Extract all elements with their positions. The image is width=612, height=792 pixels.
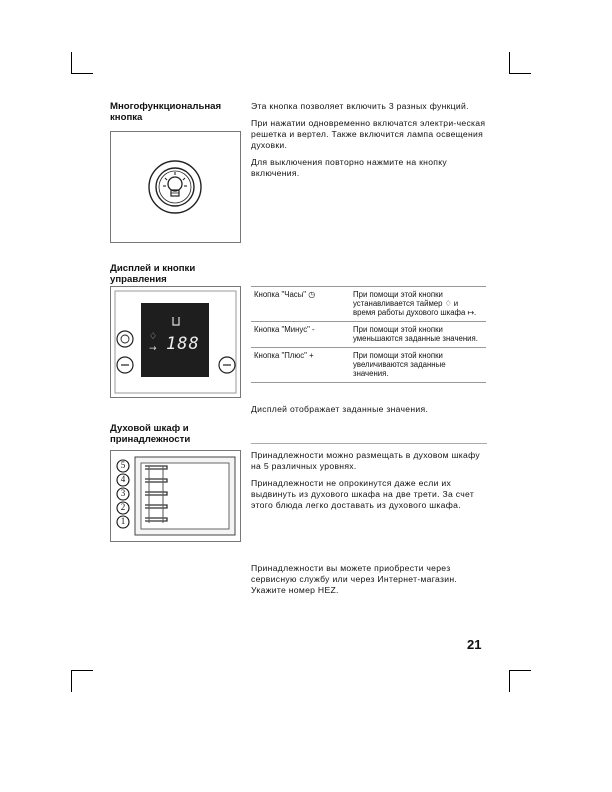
display-note: Дисплей отображает заданные значения.	[251, 404, 429, 414]
level-label: 2	[120, 502, 126, 512]
display-controls-heading: Дисплей и кнопки управления	[110, 263, 196, 285]
control-button-desc: При помощи этой кнопки устанавливается таймер ♢ и время работы духового шкафа ↦.	[350, 287, 486, 322]
purchase-note: Принадлежности вы можете приобрести через сервисную службу или через Интернет-магазин. Укажите номер HEZ.	[251, 563, 458, 595]
clock-button-icon	[117, 331, 133, 347]
table-row	[251, 348, 486, 383]
level-label: 3	[120, 488, 126, 498]
svg-text:→: →	[149, 344, 157, 354]
oven-racks-drawing	[111, 451, 240, 541]
page-number: 21	[467, 637, 482, 652]
paragraph: При нажатии одновременно включатся электри-ческая решетка и вертел. Также включится лампа освещения духовки.	[251, 118, 486, 150]
paragraph: Принадлежности можно размещать в духовом шкафу на 5 различных уровнях.	[251, 450, 480, 471]
multifunction-button-text	[251, 101, 487, 185]
multifunction-button-heading: Многофункциональная кнопка	[110, 101, 222, 123]
control-button-name: Кнопка "Минус" -	[251, 322, 350, 348]
control-button-desc: При помощи этой кнопки увеличиваются заданные значения.	[350, 348, 486, 383]
crop-mark-top-right-h	[509, 73, 531, 74]
table-row	[251, 322, 486, 348]
table-row	[251, 287, 486, 322]
oven-accessories-text	[251, 450, 487, 517]
display-digits: 188	[166, 334, 200, 354]
oven-levels-illustration	[110, 450, 241, 542]
controls-table	[251, 286, 486, 383]
level-label: 5	[120, 460, 126, 470]
section-divider	[251, 443, 487, 444]
paragraph: Для выключения повторно нажмите на кнопку включения.	[251, 157, 448, 178]
paragraph: Принадлежности не опрокинутся даже если их выдвинуть из духового шкафа на две трети. За счет этого блюда легко доставать из духового шкафа.	[251, 478, 475, 510]
crop-mark-top-right-v	[509, 52, 510, 74]
level-label: 1	[120, 516, 126, 526]
crop-mark-top-left-h	[71, 73, 93, 74]
paragraph: Эта кнопка позволяет включить 3 разных функций.	[251, 101, 469, 111]
crop-mark-bottom-right-v	[509, 670, 510, 692]
control-button-name: Кнопка "Плюс" +	[251, 348, 350, 383]
light-bulb-knob-icon	[111, 132, 240, 242]
crop-mark-bottom-left-v	[71, 670, 72, 692]
multifunction-button-illustration	[110, 131, 241, 243]
control-panel-illustration	[110, 286, 241, 398]
crop-mark-bottom-right-h	[509, 670, 531, 671]
control-button-desc: При помощи этой кнопки уменьшаются заданные значения.	[350, 322, 486, 348]
level-label: 4	[120, 474, 126, 484]
crop-mark-bottom-left-h	[71, 670, 93, 671]
crop-mark-top-left-v	[71, 52, 72, 74]
control-button-name: Кнопка "Часы" ◷	[251, 287, 350, 322]
svg-text:♢: ♢	[149, 332, 158, 342]
oven-accessories-heading: Духовой шкаф и принадлежности	[110, 423, 191, 445]
